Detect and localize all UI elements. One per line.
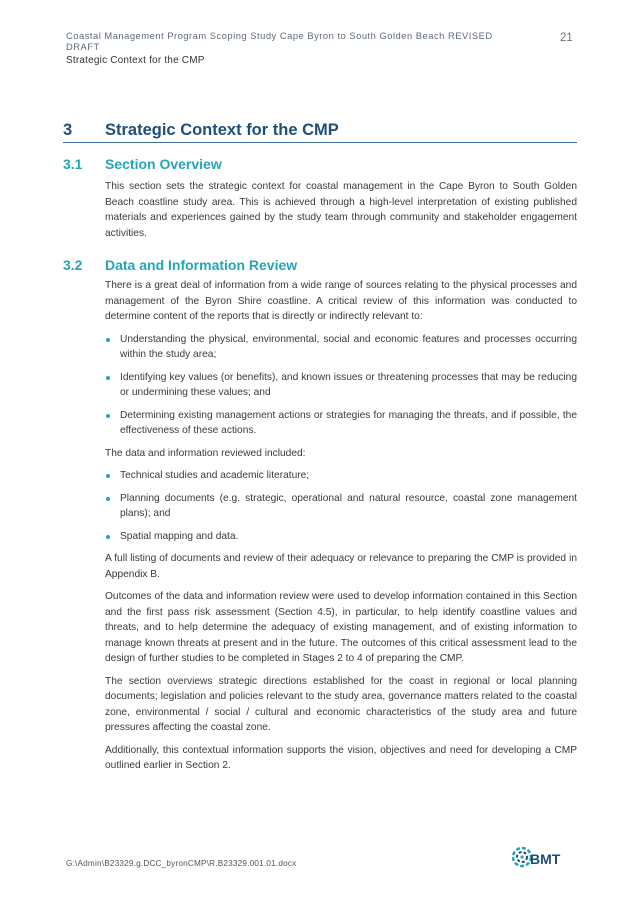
- subsection-3-1-body: [105, 179, 577, 248]
- bullet-icon: [106, 474, 110, 478]
- subsection-3-2-heading: [63, 257, 297, 273]
- relevance-bullet-list: [105, 332, 577, 439]
- subsection-3-1-number: 3.1: [63, 156, 83, 172]
- data-review-intro: There is a great deal of information from a wide range of sources relating to the physical processes and management of the Byron Shire coastline. A critical review of this information was conducted to determine content of the reports that is directly or indirectly relevant to:: [105, 280, 577, 322]
- outcomes-paragraph: Outcomes of the data and information review were used to develop information contained in this Section and the first pass risk assessment (Section 4.5), in particular, to help identify coastline values and threats, and to help determine the adequacy of existing management, and of existing information to manage known threats at present and in the future. The outcomes of this critical assessment lead to the design of further studies to be completed in Stages 2 to 4 of preparing the CMP.: [105, 591, 577, 664]
- subsection-3-2-title: Data and Information Review: [105, 257, 298, 273]
- running-header-subtitle: Strategic Context for the CMP: [66, 55, 205, 66]
- list-item: Spatial mapping and data.: [105, 529, 577, 545]
- bullet-icon: [106, 414, 110, 418]
- subsection-3-1-title: Section Overview: [105, 156, 222, 172]
- bmt-logo-text: BMT: [530, 851, 561, 867]
- bullet-icon: [106, 338, 110, 342]
- running-header-title: Coastal Management Program Scoping Study Cape Byron to South Golden Beach REVISED DRAFT: [66, 30, 493, 52]
- list-item: Determining existing management actions or strategies for managing the threats, and if possible, the effectiveness of these actions.: [105, 408, 577, 439]
- subsection-3-2-body: [105, 278, 577, 781]
- bullet-icon: [106, 497, 110, 501]
- bullet-icon: [106, 376, 110, 380]
- subsection-3-2-number: 3.2: [63, 257, 83, 273]
- reviewed-bullet-list: [105, 468, 577, 544]
- list-item: Planning documents (e.g. strategic, operational and natural resource, coastal zone management plans); and: [105, 491, 577, 522]
- strategic-directions-paragraph: The section overviews strategic directions established for the coast in regional or local planning documents; legislation and policies relevant to the study area, governance matters related to the coastal zone, environmental / social / cultural and economic characteristics of the study area and future pressures affecting the coastal zone.: [105, 675, 577, 733]
- subsection-3-1-heading: [63, 156, 222, 172]
- list-item: Understanding the physical, environmental, social and economic features and processes occurring within the study area;: [105, 332, 577, 363]
- page-number: 21: [560, 32, 573, 44]
- section-number: 3: [63, 121, 73, 139]
- bullet-icon: [106, 535, 110, 539]
- reviewed-intro: The data and information reviewed included:: [105, 447, 306, 459]
- appendix-paragraph: A full listing of documents and review of their adequacy or relevance to preparing the CMP is provided in Appendix B.: [105, 553, 577, 580]
- list-item: Identifying key values (or benefits), and known issues or threatening processes that may be reducing or undermining these values; and: [105, 370, 577, 401]
- footer-file-path: G:\Admin\B23329.g.DCC_byronCMP\R.B23329.001.01.docx: [66, 859, 297, 868]
- section-heading: [63, 121, 577, 143]
- bmt-globe-icon: [513, 848, 531, 866]
- overview-paragraph: This section sets the strategic context for coastal management in the Cape Byron to South Golden Beach coastline study area. This is achieved through a high-level interpretation of existing published materials and experiences gained by the study team through community and stakeholder engagement activities.: [105, 181, 577, 239]
- list-item: Technical studies and academic literature;: [105, 468, 577, 484]
- additionally-paragraph: Additionally, this contextual information supports the vision, objectives and need for developing a CMP outlined earlier in Section 2.: [105, 744, 577, 771]
- section-title: Strategic Context for the CMP: [105, 121, 339, 139]
